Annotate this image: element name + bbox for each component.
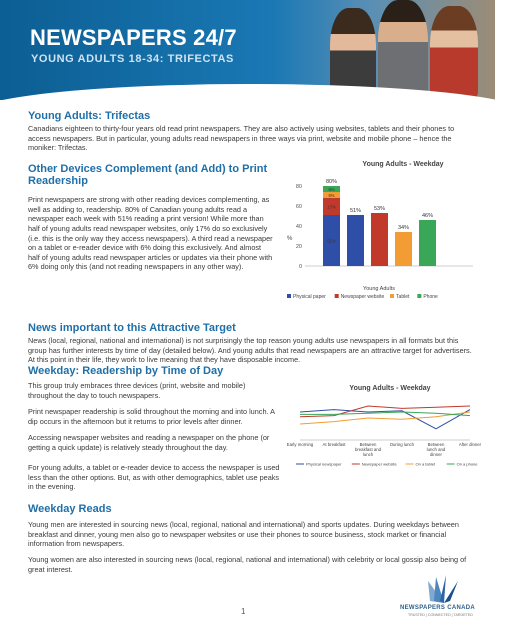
- header-banner: [0, 0, 495, 100]
- data-label: 46%: [421, 213, 434, 219]
- section-body: This group truly embraces three devices (print, website and mobile) throughout the day to touch newspapers.: [28, 381, 246, 400]
- y-tick-label: 80: [295, 184, 302, 190]
- bar: [419, 220, 436, 266]
- y-tick-label: 60: [295, 204, 302, 210]
- section-heading: Young Adults: Trifectas: [28, 110, 151, 122]
- section-body: Print newspaper readership is solid throughout the morning and into lunch. A dip occurs in the afternoon but it returns to prior levels after dinner.: [28, 407, 275, 426]
- logo-name: NEWSPAPERS CANADA: [400, 605, 475, 611]
- y-axis-label: %: [287, 236, 293, 242]
- x-tick-label: At breakfast: [322, 442, 346, 447]
- section-heading: Weekday: Readership by Time of Day: [28, 365, 224, 377]
- section-body: Print newspapers are strong with other reading devices complementing, as well as adding to, readership. 80% of Canadian young adults read a newspaper each week with 51% reading a print version! While more than half of young adults read newspaper websites, only 17% do so exclusively (i.e. this is the only way they access newspapers). A third read a newspaper on a tablet or e-reader device with 6% doing this exclusively. And almost half of young adults read newspaper articles or updates via their phone with 6% doing only this (and not reading newspapers in any other way).: [28, 195, 273, 272]
- x-tick-label: After dinner: [458, 442, 482, 447]
- page-title: NEWSPAPERS 24/7: [30, 25, 237, 50]
- legend-swatch: [417, 294, 421, 298]
- bar: [371, 213, 388, 266]
- logo-tagline: TRUSTED | CONNECTED | TARGETED: [408, 613, 473, 617]
- x-tick-label: During lunch: [389, 442, 415, 447]
- bar: [347, 215, 364, 266]
- x-tick-label: Between lunch and dinner: [426, 442, 446, 457]
- data-label: 80%: [325, 179, 338, 185]
- y-tick-label: 20: [295, 244, 302, 250]
- banner-photo-person: [378, 0, 428, 100]
- section-heading: Other Devices Complement (and Add) to Print Readership: [28, 163, 268, 187]
- time-of-day-line-chart: [286, 380, 482, 480]
- x-axis-label: Young Adults: [363, 286, 395, 292]
- bar: [395, 232, 412, 266]
- data-label: 17%: [327, 204, 336, 210]
- legend-label: Newspaper website: [340, 294, 385, 300]
- section-body: Young women are also interested in sourcing news (local, regional, national and international) with celebrity or local gossip also being of great interest.: [28, 555, 467, 574]
- banner-photo-person: [430, 6, 478, 100]
- y-tick-label: 40: [295, 224, 302, 230]
- legend-swatch: [335, 294, 339, 298]
- section-body: Canadians eighteen to thirty-four years old read print newspapers. They are also actively using websites, tablets and their phones to access newspapers. But in particular, young adults read newspapers in three ways via print, website and mobile phone – hence the moniker: Trifectas.: [28, 124, 455, 153]
- data-label: 34%: [397, 225, 410, 231]
- legend-swatch: [287, 294, 291, 298]
- x-tick-label: Early morning: [286, 442, 314, 447]
- weekday-device-bar-chart: [283, 156, 479, 306]
- legend-label: On a phone: [456, 461, 478, 467]
- data-label: 51%: [349, 208, 362, 214]
- chart-title: Young Adults - Weekday: [349, 385, 431, 392]
- page-number: 1: [241, 607, 246, 616]
- legend-label: On a tablet: [415, 461, 436, 467]
- legend-swatch: [390, 294, 394, 298]
- data-label: 53%: [373, 206, 386, 212]
- legend-label: Newspaper website: [361, 461, 397, 467]
- legend-label: Physical paper: [293, 294, 326, 300]
- y-tick-label: 0: [298, 264, 302, 270]
- page-subtitle: YOUNG ADULTS 18-34: TRIFECTAS: [31, 53, 234, 65]
- data-label: 6%: [328, 193, 335, 198]
- legend-label: Phone: [423, 294, 438, 300]
- section-heading: News important to this Attractive Target: [28, 322, 236, 334]
- section-body: Young men are interested in sourcing news (local, regional, national and international) and sports updates. During weekdays between breakfast and dinner, young men also go to newspaper websites or use their phones to source business, stock market or financial information from newspapers.: [28, 520, 459, 549]
- data-label: 51%: [327, 238, 336, 244]
- section-body: Accessing newspaper websites and reading a newspaper on the phone (or getting a quick update) is relatively steady throughout the day.: [28, 433, 270, 452]
- section-body: For young adults, a tablet or e-reader device to access the newspaper is used less than the other options. But, as with other demographics, tablet use peaks in the evening.: [28, 463, 280, 492]
- legend-label: Tablet: [396, 294, 410, 300]
- chart-title: Young Adults - Weekday: [362, 161, 444, 168]
- x-tick-label: Between breakfast and lunch: [354, 442, 382, 457]
- data-label: 6%: [328, 187, 335, 192]
- section-body: News (local, regional, national and international) is not surprisingly the top reason young adults use newspapers in all formats but this group has further interests by time of day (detailed below). And young adults that read newspapers are an attractive target for advertisers. At this point in their life, they work to live meaning that they have disposable income.: [28, 336, 472, 365]
- series-line: [300, 412, 470, 416]
- section-heading: Weekday Reads: [28, 503, 112, 515]
- legend-label: Physical newspaper: [306, 461, 342, 467]
